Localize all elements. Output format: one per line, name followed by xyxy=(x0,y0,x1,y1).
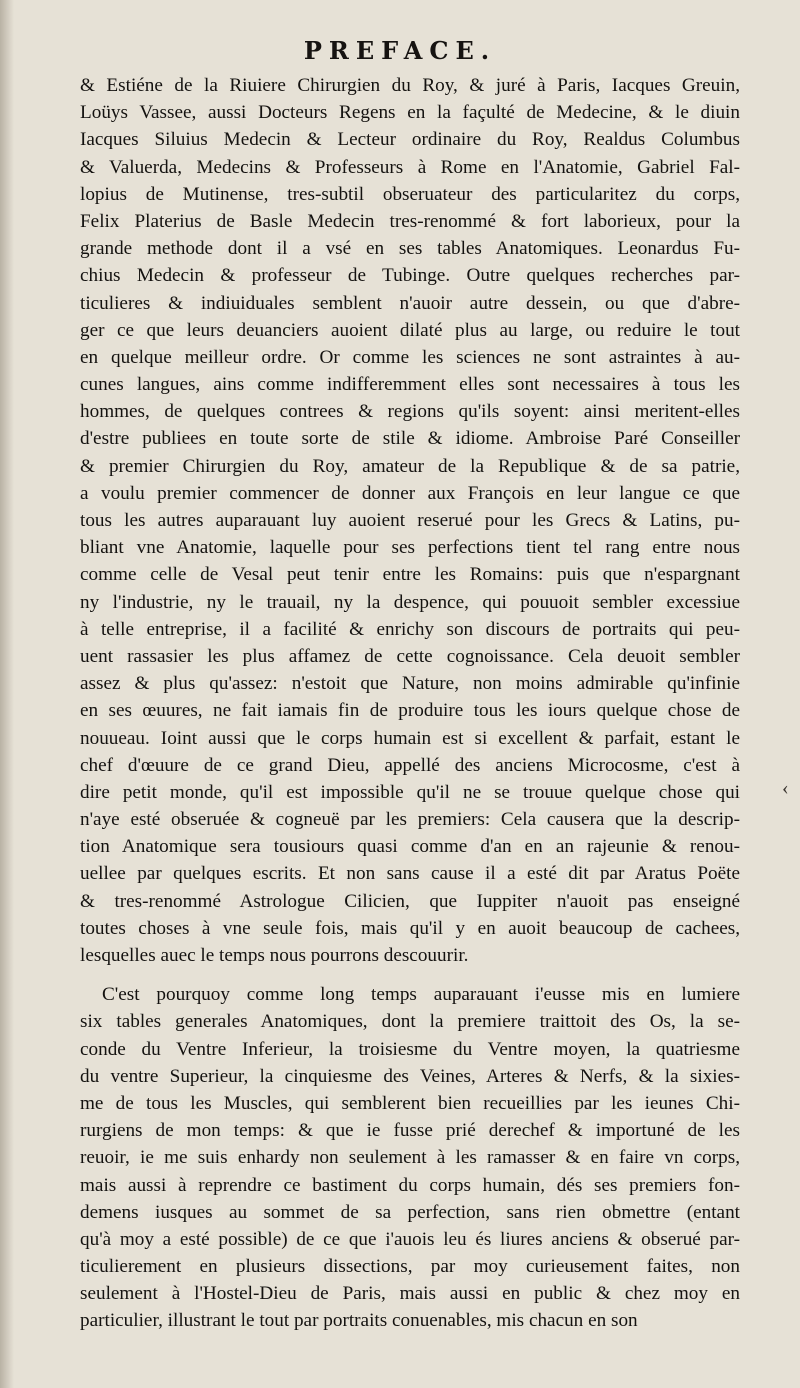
text-line: seulement à l'Hostel-Dieu de Paris, mais aussi en public & chez moy en xyxy=(80,1283,740,1305)
text-line: rurgiens de mon temps: & que ie fusse prié derechef & importuné de les xyxy=(80,1120,740,1142)
text-line: dire petit monde, qu'il est impossible qu'il ne se trouue quelque chose qui xyxy=(80,781,740,803)
text-line: ger ce que leurs deuanciers auoient dilaté plus au large, ou reduire le tout xyxy=(80,319,740,341)
text-line: lopius de Mutinense, tres-subtil obseruateur des particularitez du corps, xyxy=(80,183,740,205)
margin-mark: ‹ xyxy=(782,777,789,799)
text-line: nouueau. Ioint aussi que le corps humain est si excellent & parfait, estant le xyxy=(80,727,740,749)
text-line: & premier Chirurgien du Roy, amateur de la Republique & de sa patrie, xyxy=(80,455,740,477)
text-line: assez & plus qu'assez: n'estoit que Nature, non moins admirable qu'infinie xyxy=(80,673,740,695)
body-text xyxy=(80,72,740,1335)
text-line: C'est pourquoy comme long temps auparauant i'eusse mis en lumiere xyxy=(102,984,740,1006)
text-line: en quelque meilleur ordre. Or comme les sciences ne sont astraintes à au- xyxy=(80,346,740,368)
text-line: cunes langues, ains comme indifferemment elles sont necessaires à tous les xyxy=(80,374,740,396)
text-line: mais aussi à reprendre ce bastiment du corps humain, dés ses premiers fon- xyxy=(80,1174,740,1196)
text-line: ticulieres & indiuiduales semblent n'auoir autre dessein, ou que d'abre- xyxy=(80,292,740,314)
text-line: toutes choses à vne seule fois, mais qu'il y en auoit beaucoup de cachees, xyxy=(80,917,740,939)
text-line: uellee par quelques escrits. Et non sans cause il a esté dit par Aratus Poëte xyxy=(80,863,740,885)
text-line: ny l'industrie, ny le trauail, ny la despence, qui pouuoit sembler excessiue xyxy=(80,591,740,613)
paragraph-1 xyxy=(80,72,740,969)
paragraph-2 xyxy=(80,981,740,1334)
text-line: Iacques Siluius Medecin & Lecteur ordinaire du Roy, Realdus Columbus xyxy=(80,129,740,151)
text-line: six tables generales Anatomiques, dont la premiere traittoit des Os, la se- xyxy=(80,1011,740,1033)
text-line: chius Medecin & professeur de Tubinge. Outre quelques recherches par- xyxy=(80,265,740,287)
text-line: n'aye esté obseruée & cogneuë par les premiers: Cela causera que la descrip- xyxy=(80,809,740,831)
text-line: qu'à moy a esté possible) de ce que i'auois leu és liures anciens & obserué par- xyxy=(80,1228,740,1250)
page-gutter-shadow xyxy=(0,0,14,1388)
text-line: du ventre Superieur, la cinquiesme des Veines, Arteres & Nerfs, & la sixies- xyxy=(80,1065,740,1087)
text-line: particulier, illustrant le tout par portraits conuenables, mis chacun en son xyxy=(80,1310,638,1332)
text-line: comme celle de Vesal peut tenir entre les Romains: puis que n'espargnant xyxy=(80,564,740,586)
text-line: lesquelles auec le temps nous pourrons descouurir. xyxy=(80,945,469,966)
text-line: en ses œuures, ne fait iamais fin de produire tous les iours quelque chose de xyxy=(80,700,740,722)
text-line: Loüys Vassee, aussi Docteurs Regens en la façulté de Medecine, & le diuin xyxy=(80,102,740,124)
text-line: bliant vne Anatomie, laquelle pour ses perfections tient tel rang entre nous xyxy=(80,537,740,559)
text-line: Felix Platerius de Basle Medecin tres-renommé & fort laborieux, pour la xyxy=(80,210,740,232)
text-line: d'estre publiees en toute sorte de stile & idiome. Ambroise Paré Conseiller xyxy=(80,428,740,450)
text-line: conde du Ventre Inferieur, la troisiesme du Ventre moyen, la quatriesme xyxy=(80,1038,740,1060)
text-line: demens iusques au sommet de sa perfection, sans rien obmettre (entant xyxy=(80,1201,740,1223)
text-line: a voulu premier commencer de donner aux François en leur langue ce que xyxy=(80,482,740,504)
text-line: & Estiéne de la Riuiere Chirurgien du Roy, & juré à Paris, Iacques Greuin, xyxy=(80,75,740,96)
text-line: & tres-renommé Astrologue Cilicien, que Iuppiter n'auoit pas enseigné xyxy=(80,890,740,912)
text-line: me de tous les Muscles, qui semblerent bien recueillies par les ieunes Chi- xyxy=(80,1092,740,1114)
text-line: tion Anatomique sera tousiours quasi comme d'an en an rajeunie & renou- xyxy=(80,836,740,858)
text-line: hommes, de quelques contrees & regions qu'ils soyent: ainsi meritent-elles xyxy=(80,401,740,423)
text-line: chef d'œuure de ce grand Dieu, appellé des anciens Microcosme, c'est à xyxy=(80,754,740,776)
text-line: grande methode dont il a vsé en ses tables Anatomiques. Leonardus Fu- xyxy=(80,238,740,260)
text-line: uent rassasier les plus affamez de cette cognoissance. Cela deuoit sembler xyxy=(80,645,740,667)
text-line: reuoir, ie me suis enhardy non seulement à les ramasser & en faire vn corps, xyxy=(80,1147,740,1169)
paragraph-gap xyxy=(80,969,740,981)
running-head: PREFACE. xyxy=(303,36,497,65)
text-line: ticulierement en plusieurs dissections, par moy curieusement faites, non xyxy=(80,1256,740,1278)
text-line: & Valuerda, Medecins & Professeurs à Rome en l'Anatomie, Gabriel Fal- xyxy=(80,156,740,178)
text-line: tous les autres auparauant luy auoient reserué pour les Grecs & Latins, pu- xyxy=(80,510,740,531)
text-line: à telle entreprise, il a facilité & enrichy son discours de portraits qui peu- xyxy=(80,618,740,640)
